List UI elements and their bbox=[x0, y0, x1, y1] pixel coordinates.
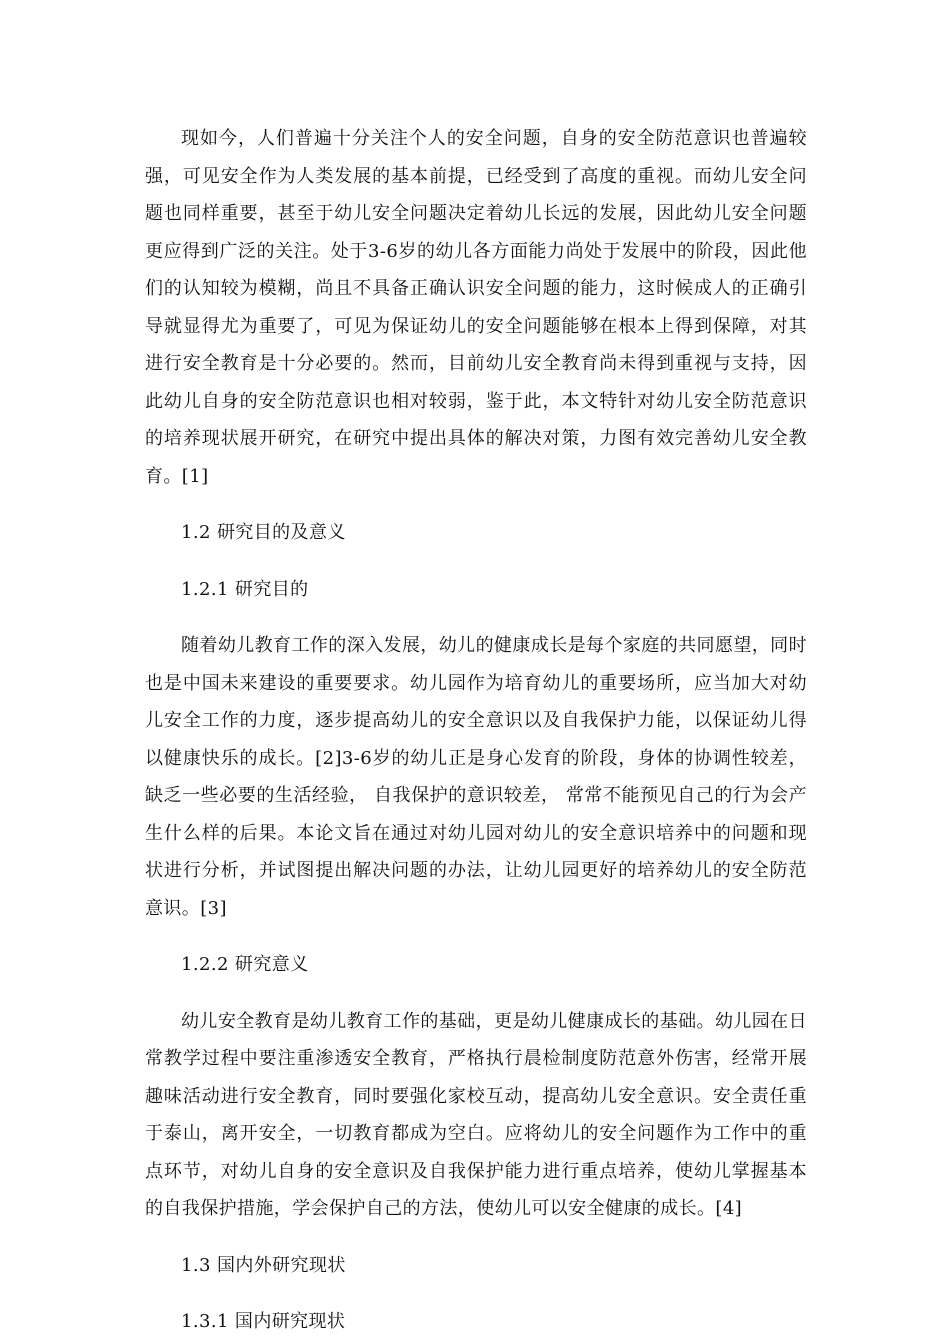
research-purpose-paragraph: 随着幼儿教育工作的深入发展，幼儿的健康成长是每个家庭的共同愿望，同时也是中国未来建设的重要要求。幼儿园作为培育幼儿的重要场所，应当加大对幼儿安全工作的力度，逐步提高幼儿的安全意识以及自我保护力能，以保证幼儿得以健康快乐的成长。[2]3-6岁的幼儿正是身心发育的阶段，身体的协调性较差，缺乏一些必要的生活经验， 自我保护的意识较差， 常常不能预见自己的行为会产生什么样的后果。本论文旨在通过对幼儿园对幼儿的安全意识培养中的问题和现状进行分析，并试图提出解决问题的办法，让幼儿园更好的培养幼儿的安全防范意识。[3] bbox=[145, 635, 807, 919]
research-significance-paragraph: 幼儿安全教育是幼儿教育工作的基础，更是幼儿健康成长的基础。幼儿园在日常教学过程中要注重渗透安全教育，严格执行晨检制度防范意外伤害，经常开展趣味活动进行安全教育，同时要强化家校互动，提高幼儿安全意识。安全责任重于泰山，离开安全，一切教育都成为空白。应将幼儿的安全问题作为工作中的重点环节，对幼儿自身的安全意识及自我保护能力进行重点培养，使幼儿掌握基本的自我保护措施，学会保护自己的方法，使幼儿可以安全健康的成长。[4] bbox=[145, 1010, 807, 1219]
document-page bbox=[145, 120, 807, 1341]
section-heading-1-2-1: 1.2.1 研究目的 bbox=[181, 578, 309, 600]
section-heading-1-3-1: 1.3.1 国内研究现状 bbox=[181, 1311, 346, 1332]
section-heading-1-2-2: 1.2.2 研究意义 bbox=[181, 954, 309, 975]
section-heading-1-2: 1.2 研究目的及意义 bbox=[181, 522, 346, 543]
section-heading-1-3: 1.3 国内外研究现状 bbox=[181, 1254, 346, 1276]
intro-paragraph: 现如今，人们普遍十分关注个人的安全问题，自身的安全防范意识也普遍较强，可见安全作为人类发展的基本前提，已经受到了高度的重视。而幼儿安全问题也同样重要，甚至于幼儿安全问题决定着幼儿长远的发展，因此幼儿安全问题更应得到广泛的关注。处于3-6岁的幼儿各方面能力尚处于发展中的阶段，因此他们的认知较为模糊，尚且不具备正确认识安全问题的能力，这时候成人的正确引导就显得尤为重要了，可见为保证幼儿的安全问题能够在根本上得到保障，对其进行安全教育是十分必要的。然而，目前幼儿安全教育尚未得到重视与支持，因此幼儿自身的安全防范意识也相对较弱，鉴于此，本文特针对幼儿安全防范意识的培养现状展开研究，在研究中提出具体的解决对策，力图有效完善幼儿安全教育。[1] bbox=[145, 128, 807, 487]
